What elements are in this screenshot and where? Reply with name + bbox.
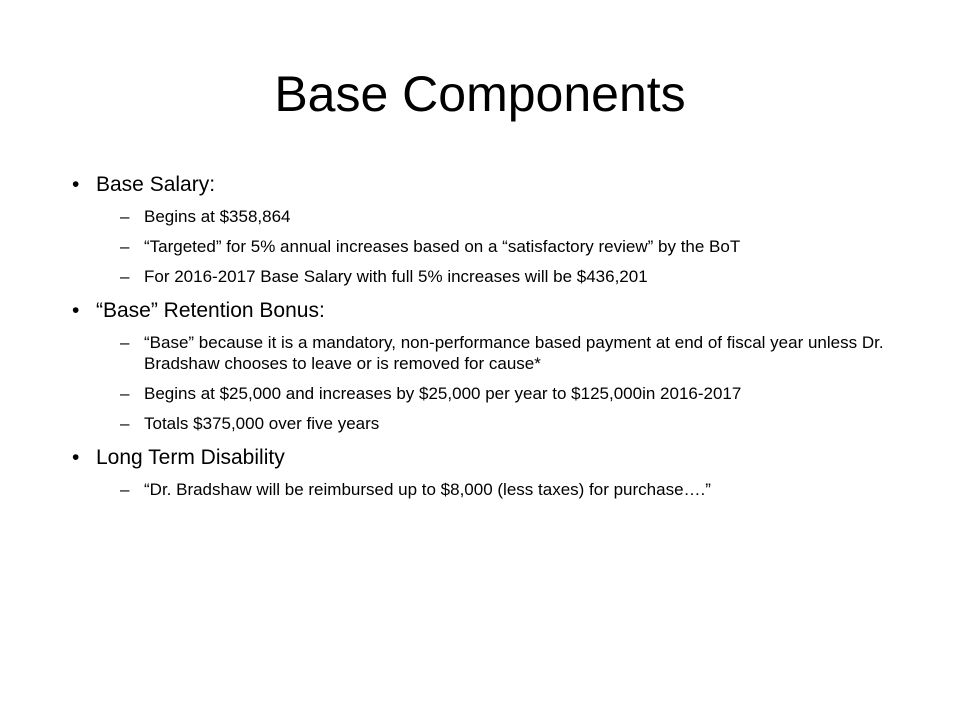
sub-item-text: Begins at $25,000 and increases by $25,000 per year to $125,000in 2016-2017 (144, 384, 742, 403)
sub-item (72, 383, 904, 404)
sub-item-text: “Dr. Bradshaw will be reimbursed up to $8,000 (less taxes) for purchase….” (144, 480, 711, 499)
sub-item-text: Totals $375,000 over five years (144, 414, 380, 433)
bullet-icon: • (72, 299, 80, 322)
sub-item-text: “Targeted” for 5% annual increases based on a “satisfactory review” by the BoT (144, 237, 741, 256)
slide-title: Base Components (274, 66, 686, 122)
dash-icon: – (120, 237, 130, 256)
sub-list-base-salary (72, 206, 912, 287)
bullet-icon: • (72, 173, 80, 196)
sub-item (72, 236, 904, 257)
dash-icon: – (120, 207, 130, 226)
sub-item (72, 479, 904, 500)
bullet-heading: “Base” Retention Bonus: (96, 299, 325, 322)
sub-item-text: “Base” because it is a mandatory, non-performance based payment at end of fiscal year unless Dr. Bradshaw chooses to leave or is removed for cause* (144, 333, 884, 373)
sub-item (72, 413, 904, 434)
bullet-base-salary (72, 170, 912, 200)
sub-item-text: Begins at $358,864 (144, 207, 291, 226)
bullet-heading: Long Term Disability (96, 446, 285, 469)
sub-item (72, 332, 904, 374)
dash-icon: – (120, 384, 130, 403)
sub-list-retention-bonus (72, 332, 912, 434)
dash-icon: – (120, 267, 130, 286)
bullet-long-term-disability (72, 443, 912, 473)
sub-item (72, 206, 904, 227)
bullet-retention-bonus (72, 296, 912, 326)
dash-icon: – (120, 333, 130, 352)
bullet-heading: Base Salary: (96, 173, 216, 196)
slide-content (72, 170, 912, 509)
dash-icon: – (120, 480, 130, 499)
bullet-icon: • (72, 446, 80, 469)
dash-icon: – (120, 414, 130, 433)
sub-item (72, 266, 904, 287)
sub-item-text: For 2016-2017 Base Salary with full 5% increases will be $436,201 (144, 267, 648, 286)
sub-list-long-term-disability (72, 479, 912, 500)
